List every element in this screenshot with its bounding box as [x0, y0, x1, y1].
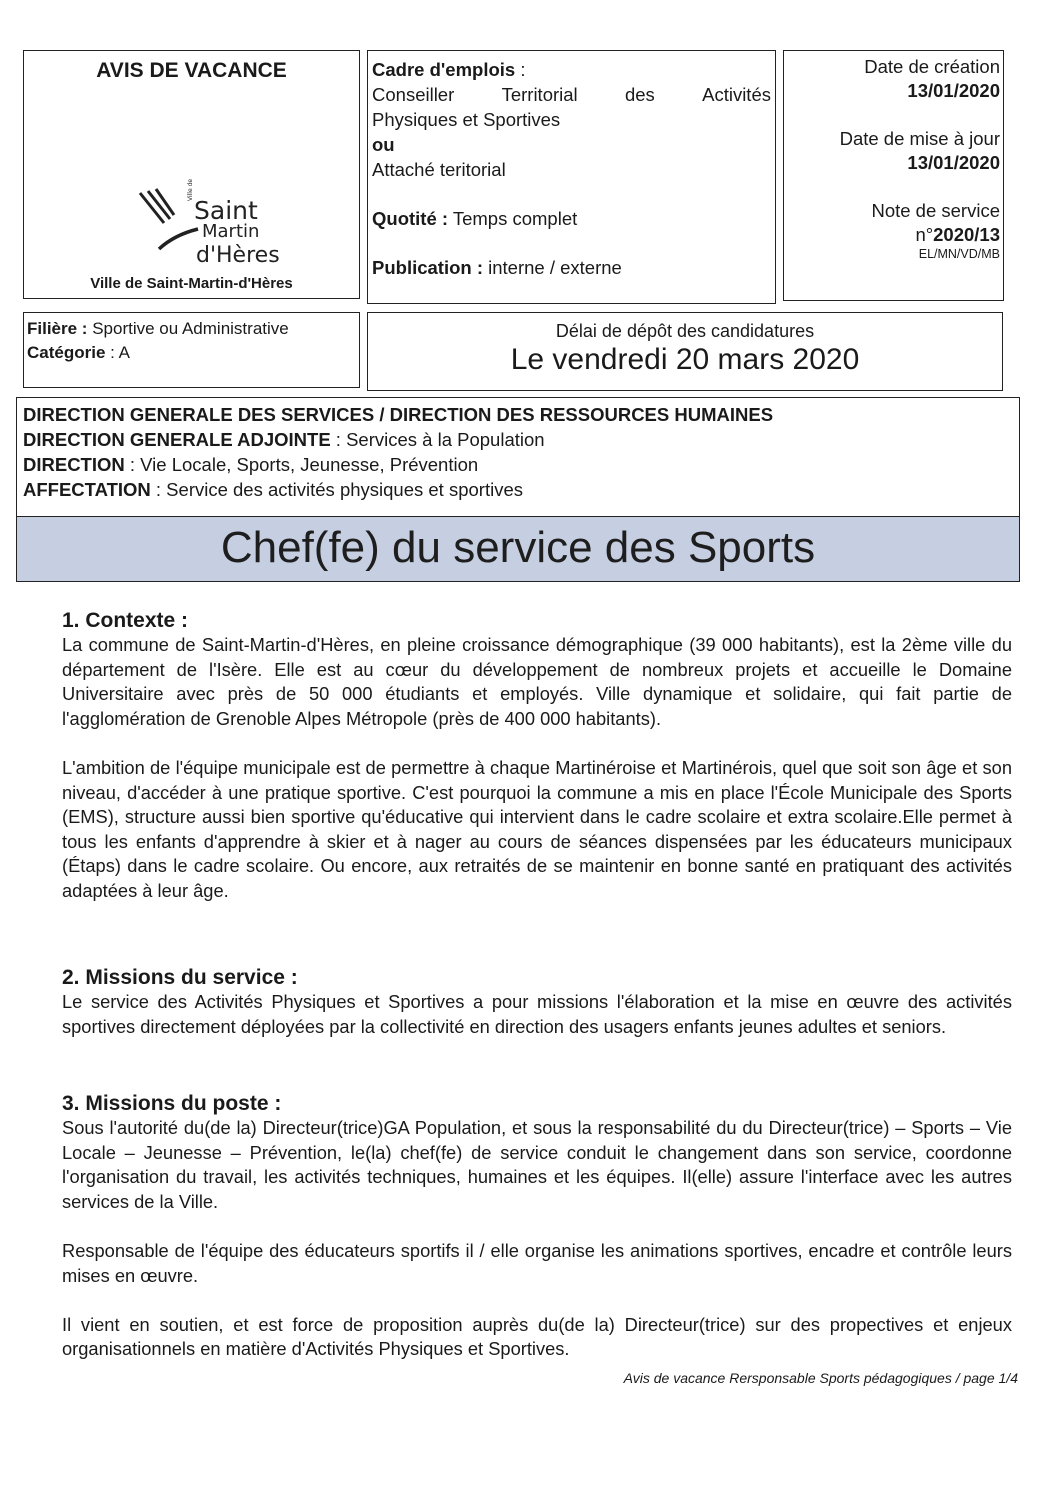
creation-value: 13/01/2020 [907, 80, 1000, 101]
paragraph: La commune de Saint-Martin-d'Hères, en pleine croissance démographique (39 000 habitants), est la 2ème ville du département de l'Isère. Elle est au cœur du développement de nombreux projets et accueille le Domaine Universitaire avec près de 50 000 étudiants et employés. Ville dynamique et solidaire, qui fait partie de l'agglomération de Grenoble Alpes Métropole (près de 400 000 habitants). [62, 634, 1012, 729]
note-label: Note de service [871, 200, 1000, 221]
section-missions-service [62, 966, 1012, 1039]
delai-date: Le vendredi 20 mars 2020 [510, 343, 860, 376]
dga: DIRECTION GENERALE ADJOINTE : Services à la Population [23, 429, 545, 450]
section-title: 2. Missions du service : [62, 966, 298, 989]
note-prefix: n° [915, 224, 934, 245]
paragraph: Il vient en soutien, et est force de proposition auprès du(de la) Directeur(trice) sur des propectives et enjeux organisationnels en matière d'Activités Physiques et Sportives. [62, 1313, 1012, 1360]
section-contexte [62, 609, 1012, 904]
filiere-text [27, 317, 289, 365]
note-value: 2020/13 [933, 224, 1000, 245]
page-title: Chef(fe) du service des Sports [220, 523, 816, 572]
cadre-ou: ou [372, 134, 395, 155]
dates-box [783, 50, 1004, 301]
delai-box [367, 312, 1003, 391]
maj-label: Date de mise à jour [839, 128, 1000, 149]
categorie: Catégorie : A [27, 343, 130, 362]
paragraph: L'ambition de l'équipe municipale est de permettre à chaque Martinéroise et Martinérois, quel que soit son âge et son niveau, d'accéder à une pratique sportive. C'est pourquoi la commune a mis en place l'École Municipale des Sports (EMS), structure aussi bien sportive qu'éducative qui intervient dans le cadre scolaire et extra scolaire.Elle permet à tous les enfants d'apprendre à skier et à nager au cours de séances dispensées par les éducateurs municipaux (Étaps) dans le cadre scolaire. Ou encore, aux retraités de se maintenir en bonne santé en pratiquant des activités adaptées à leur âge. [62, 756, 1012, 901]
note-ref: EL/MN/VD/MB [918, 247, 1000, 261]
paragraph: Le service des Activités Physiques et Sportives a pour missions l'élaboration et la mise en œuvre des activités sportives directement déployées par la collectivité en direction des usagers enfants jeunes adultes et seniors. [62, 991, 1012, 1037]
cadre-text [372, 57, 771, 280]
filiere-box [23, 312, 360, 388]
ville-caption: Ville de Saint-Martin-d'Hères [90, 275, 293, 292]
dates-text [787, 55, 1000, 261]
affectation: AFFECTATION : Service des activités physiques et sportives [23, 479, 523, 500]
filiere: Filière : Sportive ou Administrative [27, 319, 289, 338]
avis-box [23, 50, 360, 299]
logo-martin: Martin [202, 221, 260, 242]
title-banner [16, 516, 1020, 582]
cadre-sep: : [515, 59, 526, 80]
cadre-box [367, 50, 776, 304]
avis-title: AVIS DE VACANCE [96, 59, 287, 82]
section-title: 1. Contexte : [62, 609, 189, 632]
logo-heres: d'Hères [196, 243, 280, 268]
logo-ville-de: Ville de [187, 178, 194, 201]
direction-box [16, 397, 1020, 516]
direction-text [23, 402, 773, 502]
city-logo [112, 131, 282, 281]
direction: DIRECTION : Vie Locale, Sports, Jeunesse, Prévention [23, 454, 479, 475]
direction-line1: DIRECTION GENERALE DES SERVICES / DIRECTION DES RESSOURCES HUMAINES [23, 404, 774, 425]
creation-label: Date de création [864, 56, 1000, 77]
publication: Publication : interne / externe [372, 257, 622, 278]
quotite: Quotité : Temps complet [372, 208, 578, 229]
cadre-line2: Physiques et Sportives [372, 109, 561, 130]
maj-value: 13/01/2020 [907, 152, 1000, 173]
cadre-line1: Conseiller Territorial des Activités [372, 84, 771, 105]
cadre-label: Cadre d'emplois [372, 59, 516, 80]
cadre-line3: Attaché teritorial [372, 159, 506, 180]
page-footer: Avis de vacance Rersponsable Sports pédagogiques / page 1/4 [623, 1370, 1018, 1386]
section-title: 3. Missions du poste : [62, 1092, 282, 1115]
logo-saint: Saint [194, 196, 258, 225]
paragraph: Sous l'autorité du(de la) Directeur(trice)GA Population, et sous la responsabilité du du Directeur(trice) – Sports – Vie Locale – Jeunesse – Prévention, le(la) chef(fe) de service conduit le changement dans son service, coordonne l'organisation du travail, les activités techniques, humaines et les équipes. Il(elle) assure l'interface avec les autres services de la Ville. [62, 1117, 1012, 1212]
section-missions-poste [62, 1092, 1012, 1362]
delai-label: Délai de dépôt des candidatures [555, 321, 815, 341]
paragraph: Responsable de l'équipe des éducateurs sportifs il / elle organise les animations sportives, encadre et contrôle leurs mises en œuvre. [62, 1239, 1012, 1286]
